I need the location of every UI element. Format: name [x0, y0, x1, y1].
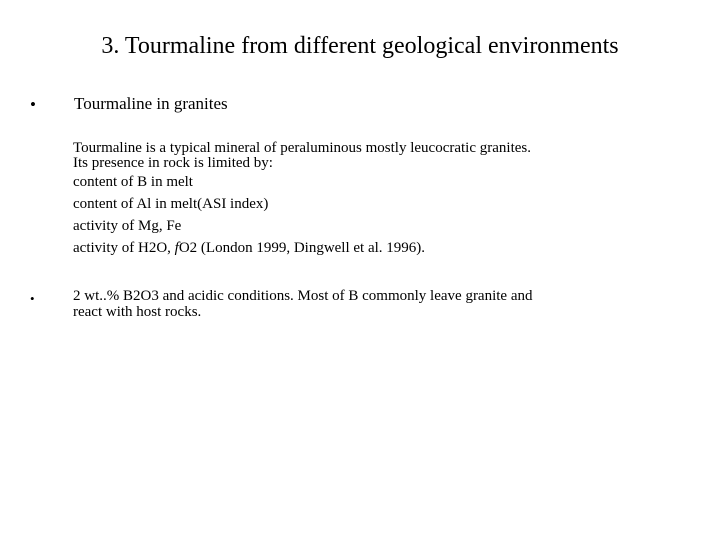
bullet-marker: •	[30, 291, 35, 306]
note-line: react with host rocks.	[73, 304, 202, 320]
factor-item: content of Al in melt(ASI index)	[73, 196, 269, 212]
factor-prefix: activity of H2O,	[73, 240, 175, 256]
note-line: 2 wt..% B2O3 and acidic conditions. Most of B commonly leave granite and	[73, 288, 533, 304]
slide-title: 3. Tourmaline from different geological environments	[101, 33, 619, 59]
fugacity-symbol: f	[174, 240, 179, 256]
factor-item-last	[73, 237, 703, 259]
factor-item: content of B in melt	[73, 174, 193, 190]
bullet-marker: •	[30, 95, 36, 114]
paragraph-line: Tourmaline is a typical mineral of peraluminous mostly leucocratic granites.	[73, 140, 531, 156]
factor-suffix: O2 (London 1999, Dingwell et al. 1996).	[178, 240, 426, 256]
section-heading: Tourmaline in granites	[74, 94, 228, 113]
note-paragraph	[73, 288, 693, 320]
paragraph-line: Its presence in rock is limited by:	[73, 155, 273, 171]
factor-item: activity of Mg, Fe	[73, 218, 182, 234]
paragraph	[73, 141, 703, 259]
